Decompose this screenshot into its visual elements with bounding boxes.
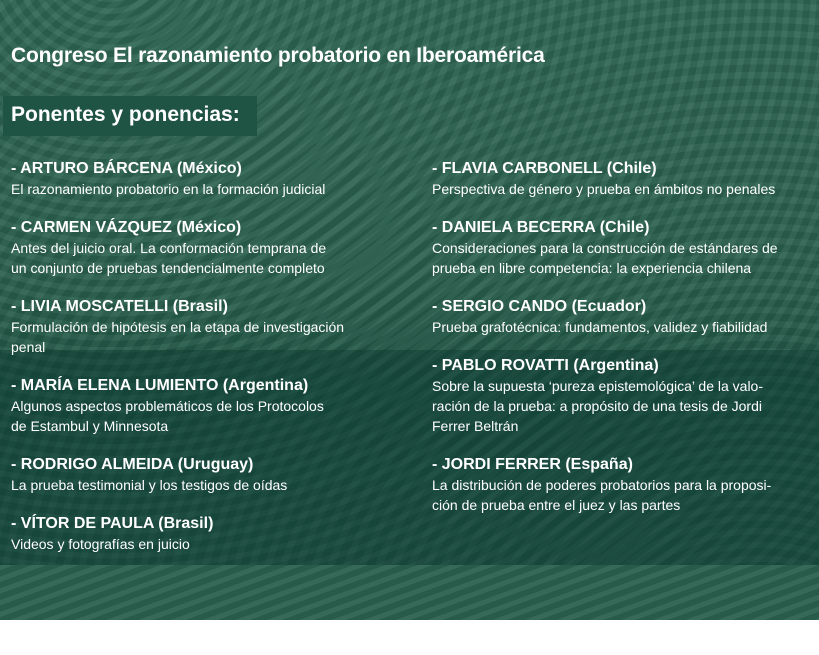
speaker-entry (432, 297, 816, 337)
talk-title-line: Formulación de hipótesis en la etapa de investigación (11, 319, 345, 335)
talk-title-line: Videos y fotografías en juicio (11, 536, 190, 552)
poster-subtitle: Ponentes y ponencias: (11, 103, 240, 126)
speaker-name: - DANIELA BECERRA (Chile) (432, 219, 650, 236)
speaker-name: - FLAVIA CARBONELL (Chile) (432, 160, 657, 177)
speaker-name: - JORDI FERRER (España) (432, 456, 633, 473)
talk-title-line: La prueba testimonial y los testigos de oídas (11, 477, 288, 493)
speaker-name: - MARÍA ELENA LUMIENTO (Argentina) (11, 377, 309, 394)
speaker-name: - ARTURO BÁRCENA (México) (11, 160, 242, 177)
speakers-left-column (11, 159, 411, 573)
talk-title-line: Ferrer Beltrán (432, 418, 519, 434)
bottom-pattern-band (0, 565, 819, 620)
talk-title-line: un conjunto de pruebas tendencialmente completo (11, 260, 325, 276)
speaker-name: - PABLO ROVATTI (Argentina) (432, 357, 659, 374)
speaker-entry (432, 356, 816, 436)
talk-title-line: Consideraciones para la construcción de estándares de (432, 240, 778, 256)
talk-title-line: prueba en libre competencia: la experiencia chilena (432, 260, 752, 276)
speaker-entry (11, 376, 411, 436)
talk-title-line: Prueba grafotécnica: fundamentos, validez y fiabilidad (432, 319, 768, 335)
talk-title-line: Algunos aspectos problemáticos de los Protocolos (11, 398, 324, 414)
talk-title-line: El razonamiento probatorio en la formación judicial (11, 181, 326, 197)
talk-title-line: ción de prueba entre el juez y las partes (432, 497, 681, 513)
speaker-name: - LIVIA MOSCATELLI (Brasil) (11, 298, 228, 315)
talk-title-line: Perspectiva de género y prueba en ámbitos no penales (432, 181, 776, 197)
speaker-entry (432, 218, 816, 278)
speaker-name: - CARMEN VÁZQUEZ (México) (11, 219, 242, 236)
speakers-right-column (432, 159, 816, 534)
talk-title-line: de Estambul y Minnesota (11, 418, 169, 434)
speaker-entry (11, 514, 411, 554)
speaker-entry (432, 455, 816, 515)
poster-title: Congreso El razonamiento probatorio en Iberoamérica (11, 44, 545, 67)
speaker-name: - SERGIO CANDO (Ecuador) (432, 298, 647, 315)
speaker-entry (11, 159, 411, 199)
speaker-entry (11, 297, 411, 357)
speaker-entry (432, 159, 816, 199)
speaker-entry (11, 455, 411, 495)
talk-title-line: Sobre la supuesta ‘pureza epistemológica’ de la valo- (432, 378, 764, 394)
speaker-name: - RODRIGO ALMEIDA (Uruguay) (11, 456, 254, 473)
speaker-entry (11, 218, 411, 278)
speaker-name: - VÍTOR DE PAULA (Brasil) (11, 515, 214, 532)
talk-title-line: penal (11, 339, 46, 355)
talk-title-line: Antes del juicio oral. La conformación temprana de (11, 240, 327, 256)
subtitle-box (3, 96, 257, 136)
talk-title-line: La distribución de poderes probatorios para la proposi- (432, 477, 772, 493)
talk-title-line: ración de la prueba: a propósito de una tesis de Jordi (432, 398, 762, 414)
